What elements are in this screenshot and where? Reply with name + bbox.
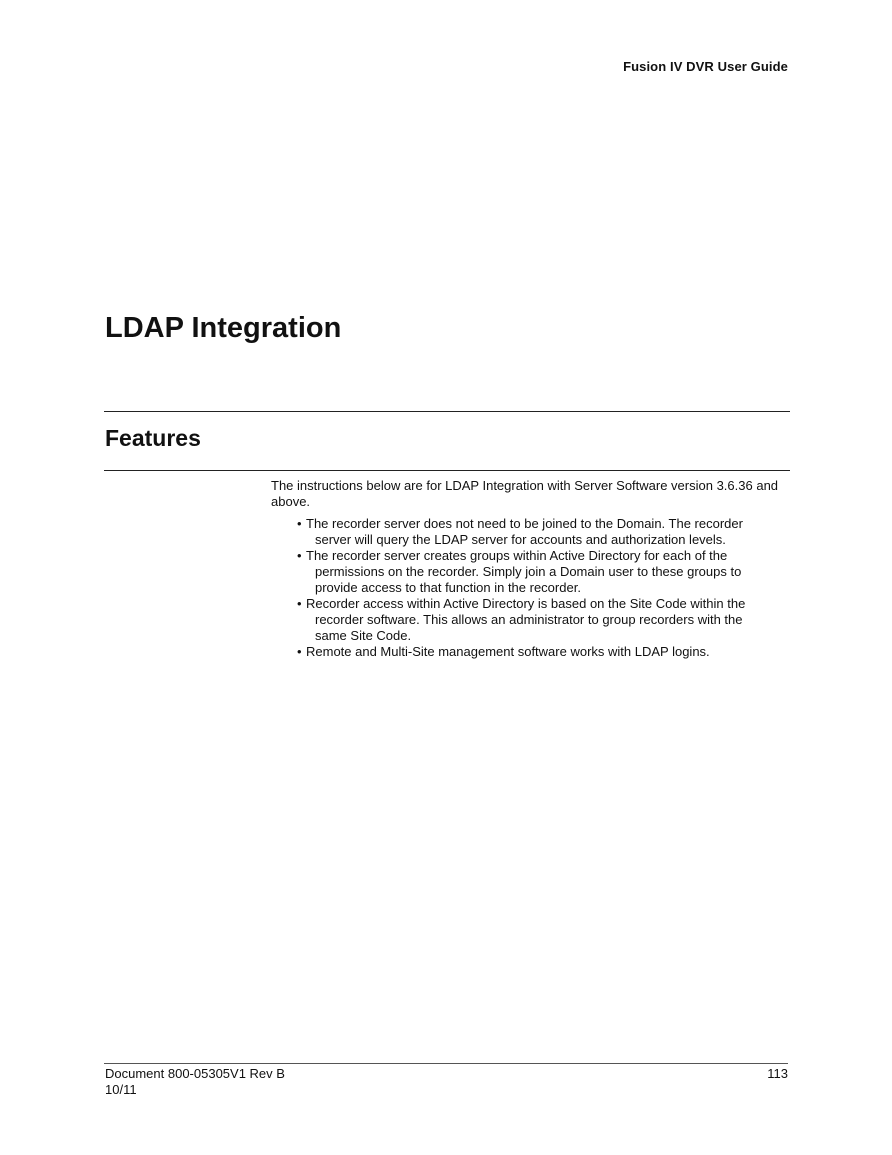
footer-date: 10/11 [105, 1082, 137, 1097]
footer-rule [104, 1063, 788, 1064]
list-item [271, 596, 765, 644]
section-rule-bottom [104, 470, 790, 471]
list-item-text: Remote and Multi-Site management software works with LDAP logins. [306, 644, 710, 659]
bullet-icon: • [297, 516, 302, 531]
list-item-text: The recorder server creates groups within Active Directory for each of the permissions on the recorder. Simply join a Domain user to these groups to provide access to that function in the recorder. [306, 548, 742, 595]
footer-document-number: Document 800-05305V1 Rev B [105, 1066, 285, 1081]
list-item [271, 516, 765, 548]
list-item-text: Recorder access within Active Directory is based on the Site Code within the recorder software. This allows an administrator to group recorders with the same Site Code. [306, 596, 746, 643]
section-title: Features [105, 425, 201, 451]
feature-list [271, 516, 791, 660]
footer-document-info [105, 1066, 285, 1098]
section-rule-top [104, 411, 790, 412]
running-header-title: Fusion IV DVR User Guide [623, 59, 788, 74]
chapter-title: LDAP Integration [105, 312, 342, 344]
bullet-icon: • [297, 644, 302, 659]
section-body [271, 478, 791, 660]
list-item [271, 548, 765, 596]
footer-page-number: 113 [767, 1066, 788, 1081]
intro-paragraph: The instructions below are for LDAP Integration with Server Software version 3.6.36 and above. [271, 478, 779, 509]
bullet-icon: • [297, 548, 302, 563]
list-item-text: The recorder server does not need to be joined to the Domain. The recorder server will query the LDAP server for accounts and authorization levels. [306, 516, 743, 547]
list-item [271, 644, 765, 660]
bullet-icon: • [297, 596, 302, 611]
